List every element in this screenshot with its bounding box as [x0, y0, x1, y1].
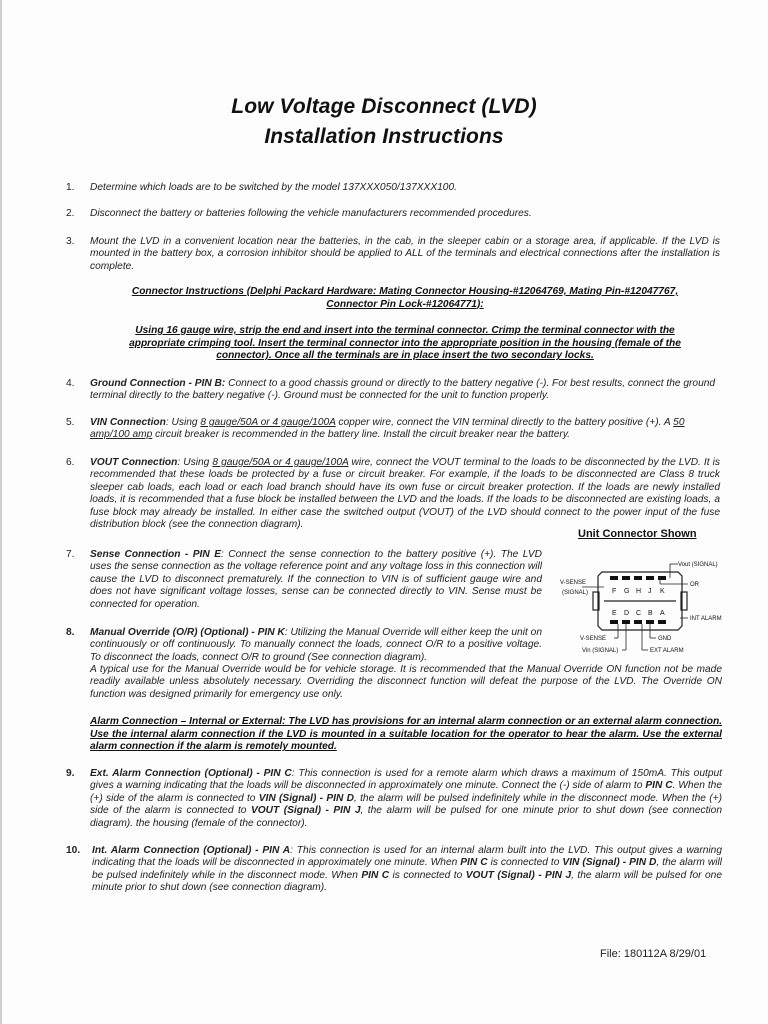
label-vout: Vout (SIGNAL)	[678, 562, 718, 568]
step-2-number: 2.	[66, 208, 75, 219]
connector-svg	[560, 546, 730, 658]
pin-label-a: A	[660, 610, 665, 617]
crimp-line3: connector). Once all the terminals are in place insert the two secondary locks.	[216, 350, 594, 362]
step-3-text: Mount the LVD in a convenient location near the batteries, in the cab, in the sleeper cabin or a storage area, if applicable. If the LVD is mounted in the battery box, a corrosion inhibitor should be applied to ALL of the terminals and electrical connections after the installation is complete.	[90, 236, 720, 272]
step-10-part1: : This connection is used for an internal alarm built into the LVD. This output gives a warning indicating that the loads will be disconnected in approximately one minute. When	[92, 845, 722, 869]
step-6-part2: wire, connect the VOUT terminal to the loads to be disconnected by the LVD. It is recommended that these loads be protected by a fuse or circuit breaker. For example, if the loads to be disconnected are Class 8 truck sleeper cab loads, each load or each load branch should have its own fuse or circuit breaker protection. If the loads are newly installed loads, it is recommended that a fuse block be installed between the LVD and the loads. If the loads to be disconnected are existing loads, a fuse block may already be installed. In either case the switched output (VOUT) of the LVD should connect to the power input of the fuse distribution block (see the connection diagram).	[90, 457, 720, 531]
label-vsense-bottom: V-SENSE	[580, 636, 607, 642]
step-8-label: Manual Override (O/R) (Optional) - PIN K	[90, 627, 285, 638]
step-5-part1: : Using	[165, 417, 201, 428]
step-8-number: 8.	[66, 627, 75, 638]
pin-contact-g	[622, 576, 630, 580]
step-6-text	[90, 457, 720, 531]
step-3-number: 3.	[66, 236, 75, 247]
step-10-pin-c-2: PIN C	[361, 869, 390, 881]
label-vin-signal: Vin (SIGNAL)	[582, 648, 619, 654]
step-5-text	[90, 417, 720, 442]
step-5-part2: copper wire, connect the VIN terminal directly to the battery positive (+). A	[335, 417, 674, 428]
connector-diagram	[560, 546, 730, 658]
step-9-label: Ext. Alarm Connection (Optional) - PIN C	[90, 768, 292, 779]
connector-instructions	[90, 286, 720, 311]
scan-edge	[0, 0, 2, 1024]
pin-label-f: F	[612, 588, 617, 595]
step-2-text: Disconnect the battery or batteries following the vehicle manufacturers recommended procedures.	[90, 208, 532, 219]
step-1-text: Determine which loads are to be switched by the model 137XXX050/137XXX100.	[90, 182, 457, 193]
pin-label-c: C	[636, 610, 642, 617]
crimp-line1: Using 16 gauge wire, strip the end and insert into the terminal connector. Crimp the terminal connector with the	[135, 325, 675, 336]
pin-label-h: H	[636, 588, 642, 595]
step-5-part3: circuit breaker is recommended in the battery line. Install the circuit breaker near the battery.	[152, 429, 570, 441]
step-8-body: : Utilizing the Manual Override will either keep the unit on continuously or off continuously. To manually connect the loads, connect O/R to a positive voltage. To disconnect the loads, connect O/R to ground (See connection diagram).	[90, 627, 542, 663]
step-5-label: VIN Connection	[90, 417, 166, 428]
step-6-wire-gauge: 8 gauge/50A or 4 gauge/100A	[212, 457, 349, 468]
pin-label-d: D	[624, 610, 630, 617]
step-10-text	[92, 845, 722, 895]
step-7-label: Sense Connection - PIN E	[90, 549, 221, 560]
step-9-part3: , the alarm will be pulsed indefinitely while in the disconnect mode. When the (+) side of the alarm is connected to	[90, 792, 722, 817]
pin-contact-c	[634, 620, 642, 624]
step-10-part4: is connected to	[389, 869, 466, 881]
pin-contact-b	[646, 620, 654, 624]
pin-contact-d	[622, 620, 630, 624]
label-int-alarm: INT ALARM	[690, 616, 722, 622]
label-vsense: V-SENSE	[560, 580, 587, 586]
step-6-label: VOUT Connection	[90, 457, 178, 468]
step-4-label: Ground Connection - PIN B:	[90, 378, 226, 389]
step-9-vout: VOUT (Signal) - PIN J	[250, 805, 361, 817]
step-9-vin: VIN (Signal) - PIN D	[258, 792, 354, 804]
step-10-part2: is connected to	[487, 857, 563, 869]
connector-instructions-line2: Connector Pin Lock-#12064771):	[326, 298, 484, 310]
step-6-number: 6.	[66, 457, 75, 468]
pin-contact-f	[610, 576, 618, 580]
step-10-vin: VIN (Signal) - PIN D	[562, 857, 657, 869]
pin-label-b: B	[648, 610, 653, 617]
step-5-wire-gauge: 8 gauge/50A or 4 gauge/100A	[200, 417, 336, 428]
step-10-number: 10.	[66, 845, 81, 856]
step-10-label: Int. Alarm Connection (Optional) - PIN A	[92, 845, 291, 856]
step-9-part4: , the alarm will be pulsed for one minute prior to shut down (see connection diagram). the housing (female of the connector).	[90, 805, 723, 829]
label-signal: (SIGNAL)	[562, 590, 589, 596]
step-9-text	[90, 768, 722, 830]
step-4-body: Connect to a good chassis ground or directly to the battery negative (-). For best results, connect the ground terminal directly to the battery negative (-). Ground must be connected for the unit to function properly.	[90, 378, 716, 402]
step-9-pin-c: PIN C	[645, 780, 673, 792]
step-4-number: 4.	[66, 378, 75, 389]
connector-instructions-line1: Connector Instructions (Delphi Packard Hardware: Mating Connector Housing-#12064769, Mating Pin-#12047767,	[131, 286, 679, 297]
step-8-text	[90, 627, 542, 664]
step-10-part3: , the alarm will be pulsed indefinitely while in the disconnect mode. When	[92, 857, 722, 881]
pin-contact-j	[646, 576, 654, 580]
step-1-number: 1.	[66, 182, 75, 193]
pin-label-j: J	[648, 588, 652, 595]
step-8-continued: A typical use for the Manual Override would be for vehicle storage. It is recommended that the Manual Override ON function not be made readily available unless absolutely necessary. Overriding the disconnect function will defeat the purpose of the LVD. The Override ON function was designed primarily for emergency use only.	[90, 664, 722, 700]
label-or: OR	[690, 582, 699, 588]
step-10-pin-c: PIN C	[460, 857, 488, 869]
pin-label-e: E	[612, 610, 617, 617]
step-6-part1: : Using	[177, 457, 213, 468]
step-4-text	[90, 378, 720, 403]
pin-label-g: G	[624, 588, 630, 595]
pin-label-k: K	[660, 588, 665, 595]
step-9-part2: . When the (+) side of the alarm is connected to	[90, 780, 722, 804]
step-7-number: 7.	[66, 549, 75, 560]
label-ext-alarm: EXT ALARM	[650, 648, 684, 654]
alarm-connection-note: Alarm Connection – Internal or External: The LVD has provisions for an internal alarm connection or an external alarm connection. Use the internal alarm connection if the LVD is mounted in a suitable location for the operator to hear the alarm. Use the external alarm connection if the alarm is remotely mounted.	[90, 716, 722, 753]
step-10-vout: VOUT (Signal) - PIN J	[465, 869, 572, 881]
pin-contact-h	[634, 576, 642, 580]
step-10-part5: , the alarm will be pulsed for one minute prior to shut down (see connection diagram).	[92, 869, 722, 894]
file-reference: File: 180112A 8/29/01	[600, 948, 707, 960]
step-7-text	[90, 549, 542, 611]
diagram-title: Unit Connector Shown	[578, 528, 697, 540]
step-9-number: 9.	[66, 768, 75, 779]
crimp-line2: appropriate crimping tool. Insert the terminal connector into the appropriate position in the housing (female of the	[129, 337, 681, 349]
pin-contact-e	[610, 620, 618, 624]
crimp-instructions	[90, 325, 720, 363]
step-5-breaker: 50 amp/100 amp	[90, 417, 685, 441]
document-subtitle: Installation Instructions	[264, 125, 504, 148]
pin-contact-a	[658, 620, 666, 624]
step-5-number: 5.	[66, 417, 75, 428]
label-gnd: GND	[658, 636, 672, 642]
pin-contact-k	[658, 576, 666, 580]
step-9-part1: : This connection is used for a remote alarm which draws a maximum of 150mA. This output gives a warning indicating that the loads will be disconnected in approximately one minute. Connect the (-) side of alarm to	[90, 768, 722, 792]
document-title: Low Voltage Disconnect (LVD)	[231, 95, 537, 118]
step-7-body: : Connect the sense connection to the battery positive (+). The LVD uses the sense connection as the voltage reference point and any voltage loss in this connection will cause the LVD to disconnect prematurely. If the connection to VIN is of sufficient gauge wire and does not have significant voltage losses, sense can be connected directly to VIN. Sense must be connected for operation.	[90, 549, 542, 610]
